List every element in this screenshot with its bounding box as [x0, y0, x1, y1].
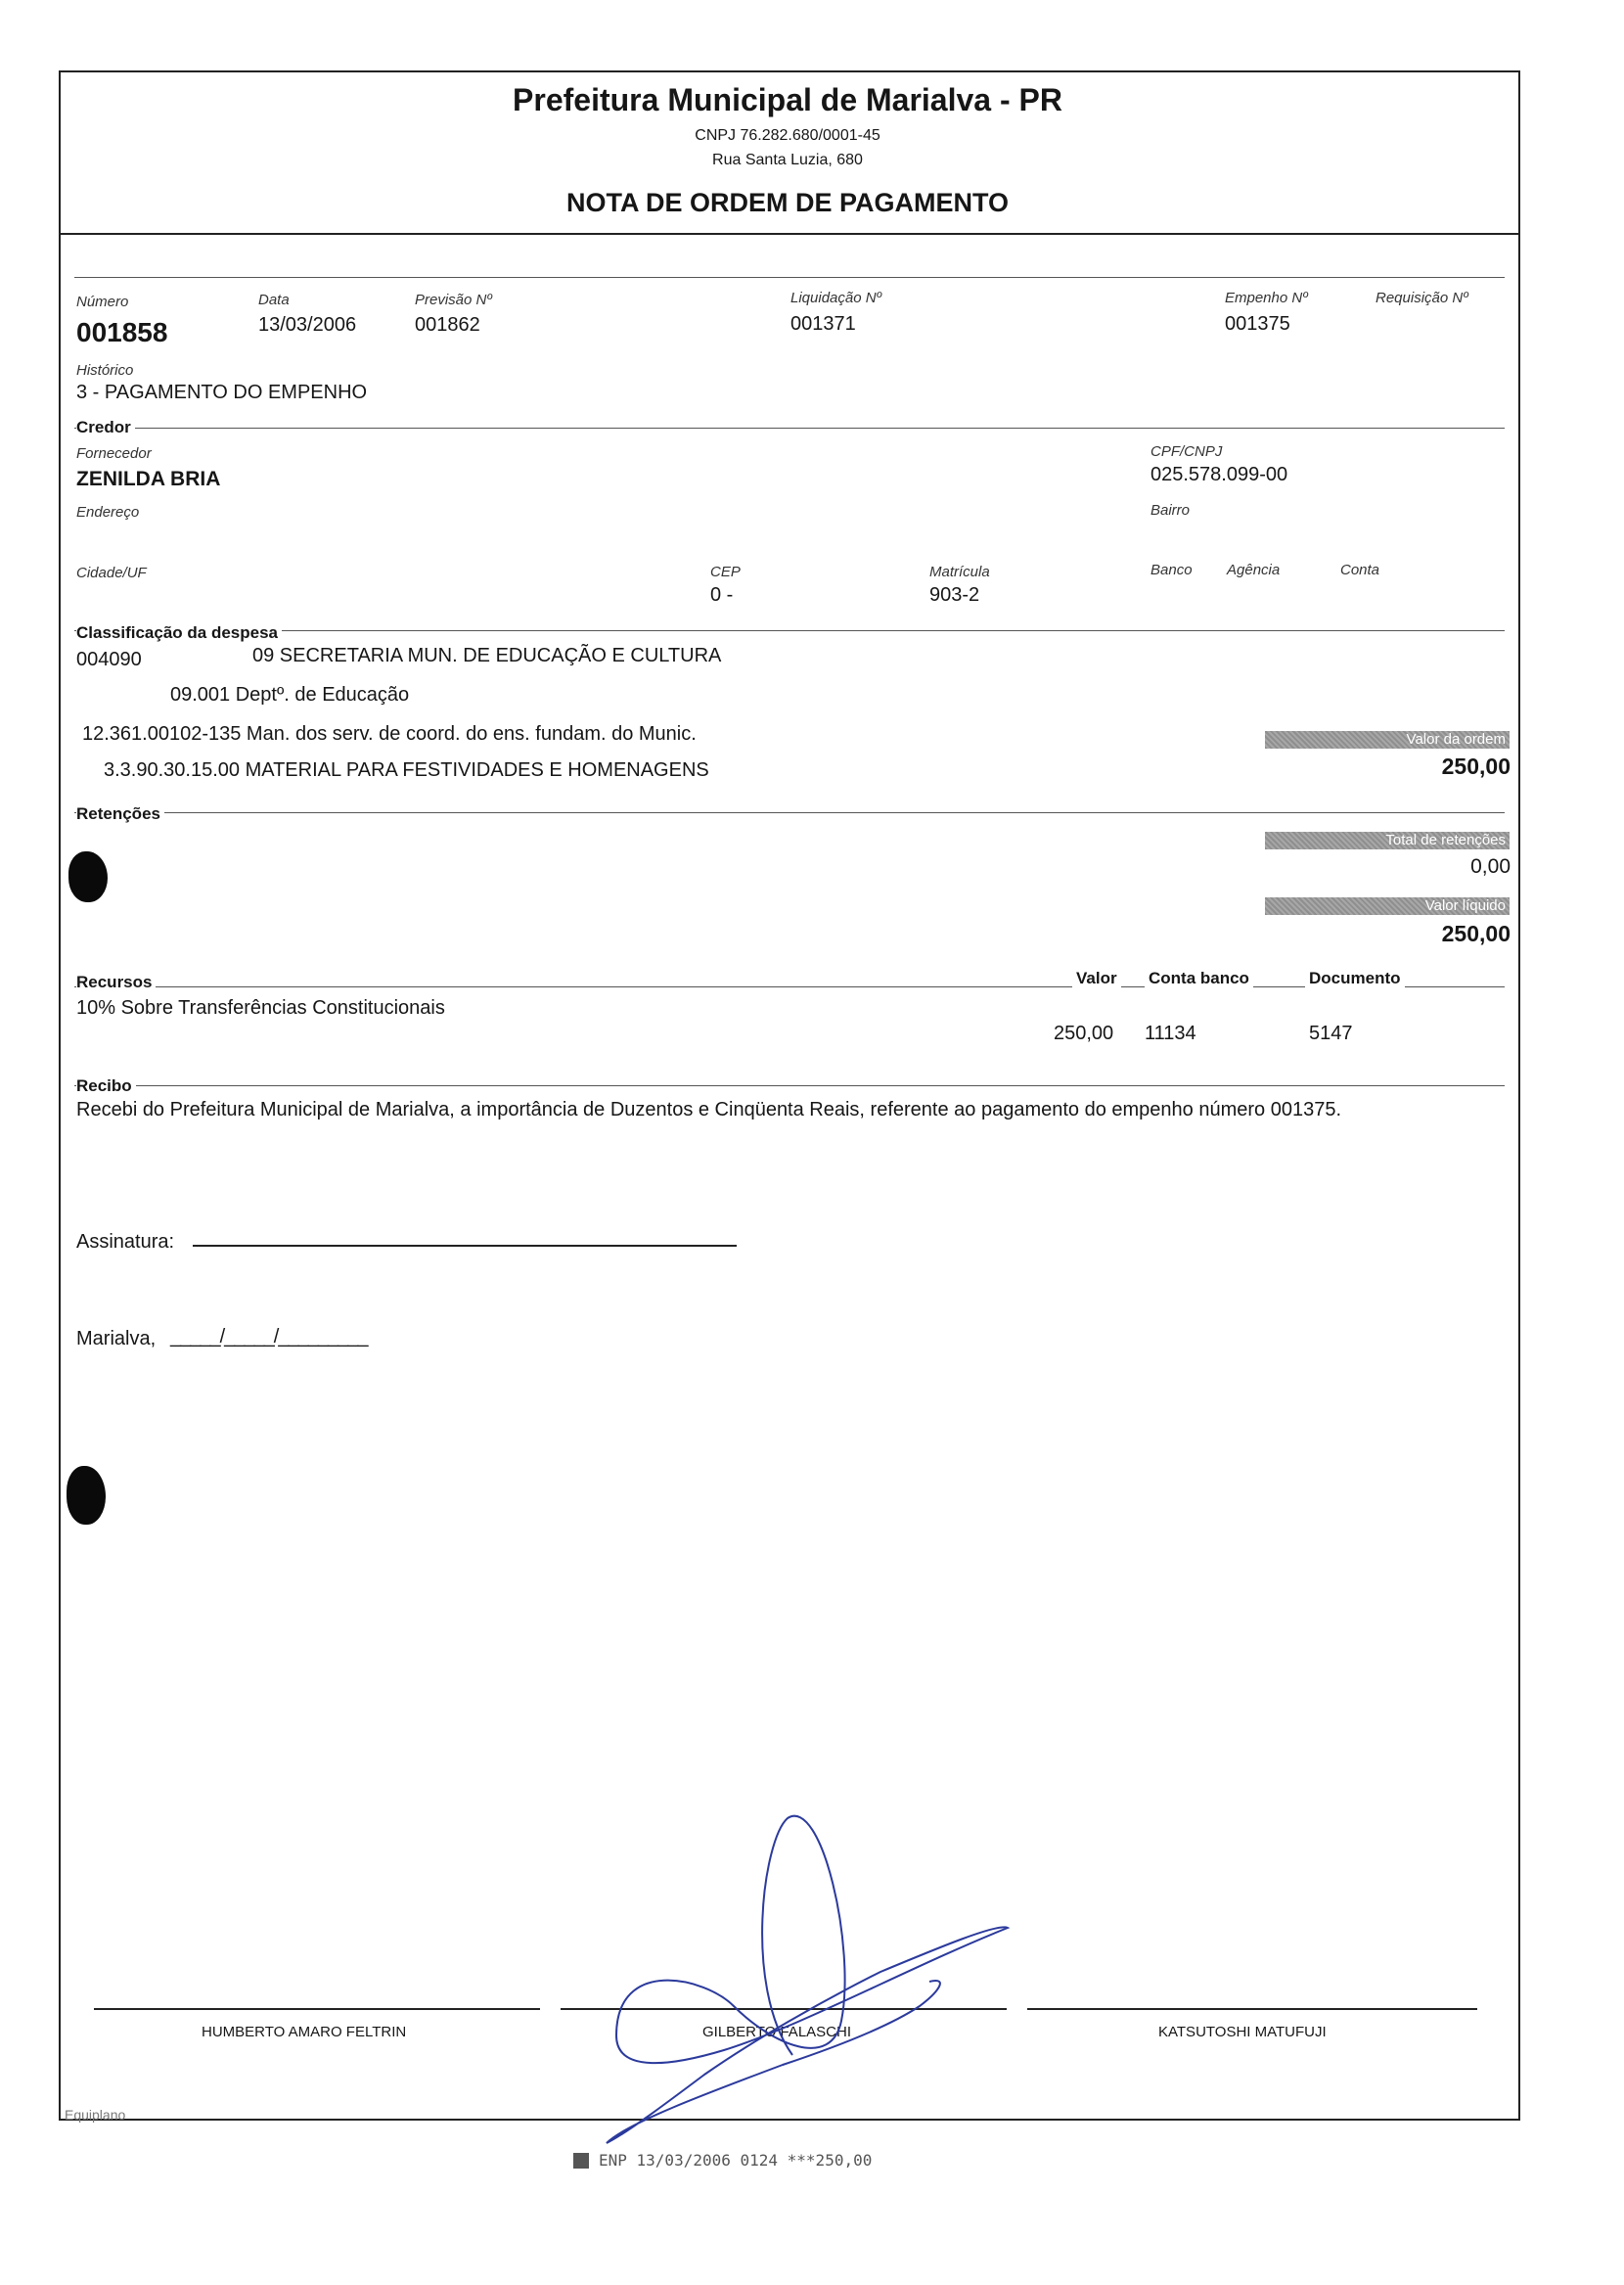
banco-label: Banco	[1150, 562, 1193, 578]
retencoes-heading: Retenções	[76, 804, 164, 824]
recursos-conta-header: Conta banco	[1145, 969, 1253, 988]
recursos-descricao: 10% Sobre Transferências Constitucionais	[76, 997, 445, 1019]
cep-value: 0 -	[710, 584, 734, 606]
conta-label: Conta	[1340, 562, 1380, 578]
data-value: 13/03/2006	[258, 314, 357, 336]
recursos-documento: 5147	[1309, 1023, 1353, 1044]
cpf-value: 025.578.099-00	[1150, 464, 1288, 485]
total-retencoes-label: Total de retenções	[1265, 832, 1510, 849]
departamento-text: 09.001 Deptº. de Educação	[170, 684, 410, 706]
requisicao-label: Requisição Nº	[1376, 290, 1468, 306]
recursos-rule	[74, 986, 1505, 987]
previsao-value: 001862	[415, 314, 480, 336]
recursos-valor: 250,00	[1054, 1023, 1114, 1044]
bairro-label: Bairro	[1150, 502, 1191, 519]
signatory-left: HUMBERTO AMARO FELTRIN	[202, 2024, 407, 2040]
document-title: NOTA DE ORDEM DE PAGAMENTO	[565, 188, 1009, 217]
valor-liquido-value: 250,00	[1441, 921, 1511, 946]
header-divider	[59, 233, 1520, 235]
signatory-center: GILBERTO FALASCHI	[702, 2024, 851, 2040]
endereco-label: Endereço	[76, 504, 140, 521]
valor-ordem-label: Valor da ordem	[1265, 731, 1510, 749]
cpf-label: CPF/CNPJ	[1150, 443, 1223, 460]
punch-hole-mark	[68, 851, 108, 902]
previsao-label: Previsão Nº	[415, 292, 492, 308]
empenho-label: Empenho Nº	[1225, 290, 1308, 306]
matricula-label: Matrícula	[929, 564, 990, 580]
credor-rule	[74, 428, 1505, 429]
empenho-value: 001375	[1225, 313, 1290, 335]
total-retencoes-value: 0,00	[1470, 855, 1511, 878]
data-label: Data	[258, 292, 290, 308]
cidade-label: Cidade/UF	[76, 565, 147, 581]
stamp-logo-icon	[573, 2153, 589, 2169]
matricula-value: 903-2	[929, 584, 980, 606]
liquidacao-label: Liquidação Nº	[790, 290, 882, 306]
retencoes-rule	[74, 812, 1505, 813]
elemento-text: 3.3.90.30.15.00 MATERIAL PARA FESTIVIDADES E HOMENAGENS	[104, 759, 709, 781]
recursos-valor-header: Valor	[1072, 969, 1121, 988]
historico-value: 3 - PAGAMENTO DO EMPENHO	[76, 382, 368, 403]
local-label: Marialva,	[76, 1328, 157, 1349]
cep-label: CEP	[710, 564, 741, 580]
fornecedor-label: Fornecedor	[76, 445, 152, 462]
cnpj-line: CNPJ 76.282.680/0001-45	[695, 127, 880, 144]
signatory-right: KATSUTOSHI MATUFUJI	[1158, 2024, 1327, 2040]
punch-hole-mark	[67, 1466, 106, 1525]
credor-heading: Credor	[76, 418, 135, 437]
recibo-heading: Recibo	[76, 1076, 136, 1096]
recibo-rule	[74, 1085, 1505, 1086]
municipality-title: Prefeitura Municipal de Marialva - PR	[513, 82, 1062, 117]
software-label: Equiplano	[65, 2107, 126, 2123]
date-blanks[interactable]: _____/_____/_________	[170, 1326, 368, 1348]
historico-label: Histórico	[76, 362, 134, 379]
order-top-rule	[74, 277, 1505, 278]
programa-text: 12.361.00102-135 Man. dos serv. de coord. do ens. fundam. do Munic.	[82, 723, 697, 745]
classificacao-heading: Classificação da despesa	[76, 623, 282, 643]
signature-line-left	[94, 2008, 540, 2010]
recursos-conta: 11134	[1145, 1023, 1196, 1044]
valor-liquido-label: Valor líquido	[1265, 897, 1510, 915]
agencia-label: Agência	[1227, 562, 1281, 578]
signature-line-right	[1027, 2008, 1477, 2010]
liquidacao-value: 001371	[790, 313, 856, 335]
assinatura-line[interactable]	[193, 1245, 737, 1247]
handwritten-signature	[587, 1810, 1037, 2153]
assinatura-label: Assinatura:	[76, 1231, 175, 1253]
numero-label: Número	[76, 294, 129, 310]
classificacao-rule	[74, 630, 1505, 631]
recibo-text: Recebi do Prefeitura Municipal de Marialva, a importância de Duzentos e Cinqüenta Reais, referente ao pagamento do empenho número 001375.	[76, 1099, 1342, 1120]
classificacao-code: 004090	[76, 649, 142, 670]
recursos-heading: Recursos	[76, 973, 156, 992]
numero-value: 001858	[76, 317, 168, 347]
secretaria-text: 09 SECRETARIA MUN. DE EDUCAÇÃO E CULTURA	[252, 645, 722, 666]
fornecedor-value: ZENILDA BRIA	[76, 468, 221, 490]
machine-stamp: ENP 13/03/2006 0124 ***250,00	[599, 2151, 873, 2170]
valor-ordem-value: 250,00	[1441, 754, 1511, 779]
recursos-documento-header: Documento	[1305, 969, 1405, 988]
address-line: Rua Santa Luzia, 680	[712, 152, 863, 168]
